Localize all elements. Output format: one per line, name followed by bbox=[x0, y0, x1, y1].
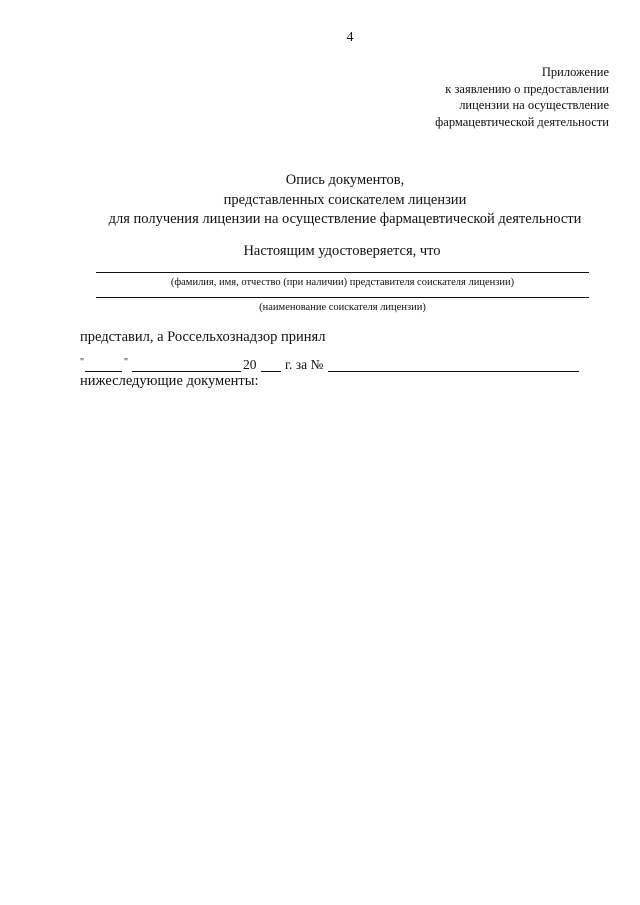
open-quote: " bbox=[80, 357, 85, 368]
title-line: для получения лицензии на осуществление фармацевтической деятельности bbox=[108, 211, 582, 227]
year-century: 20 bbox=[243, 357, 257, 372]
applicant-name-caption: (наименование соискателя лицензии) bbox=[259, 302, 426, 313]
certify-text: Настоящим удостоверяется, что bbox=[243, 243, 441, 259]
day-field[interactable] bbox=[85, 357, 122, 372]
month-field[interactable] bbox=[132, 357, 241, 372]
title-line: представленных соискателем лицензии bbox=[223, 191, 467, 208]
title-line: Опись документов, bbox=[285, 172, 405, 188]
document-title bbox=[0, 171, 640, 230]
page-number: 4 bbox=[346, 30, 354, 45]
following-documents-text: нижеследующие документы: bbox=[80, 373, 259, 389]
presented-text: представил, а Россельхознадзор принял bbox=[80, 329, 326, 345]
applicant-name-field[interactable] bbox=[96, 297, 589, 298]
appendix-line: к заявлению о предоставлении bbox=[445, 81, 609, 96]
representative-name-field[interactable] bbox=[96, 272, 589, 273]
appendix-line: Приложение bbox=[541, 65, 609, 79]
year-number-label: г. за № bbox=[285, 357, 324, 372]
appendix-line: фармацевтической деятельности bbox=[435, 114, 609, 129]
representative-name-caption: (фамилия, имя, отчество (при наличии) представителя соискателя лицензии) bbox=[170, 277, 515, 288]
year-field[interactable] bbox=[261, 357, 281, 372]
close-quote: " bbox=[124, 357, 129, 368]
registration-number-field[interactable] bbox=[328, 357, 579, 372]
appendix-line: лицензии на осуществление bbox=[459, 98, 609, 112]
appendix-header bbox=[435, 64, 609, 130]
